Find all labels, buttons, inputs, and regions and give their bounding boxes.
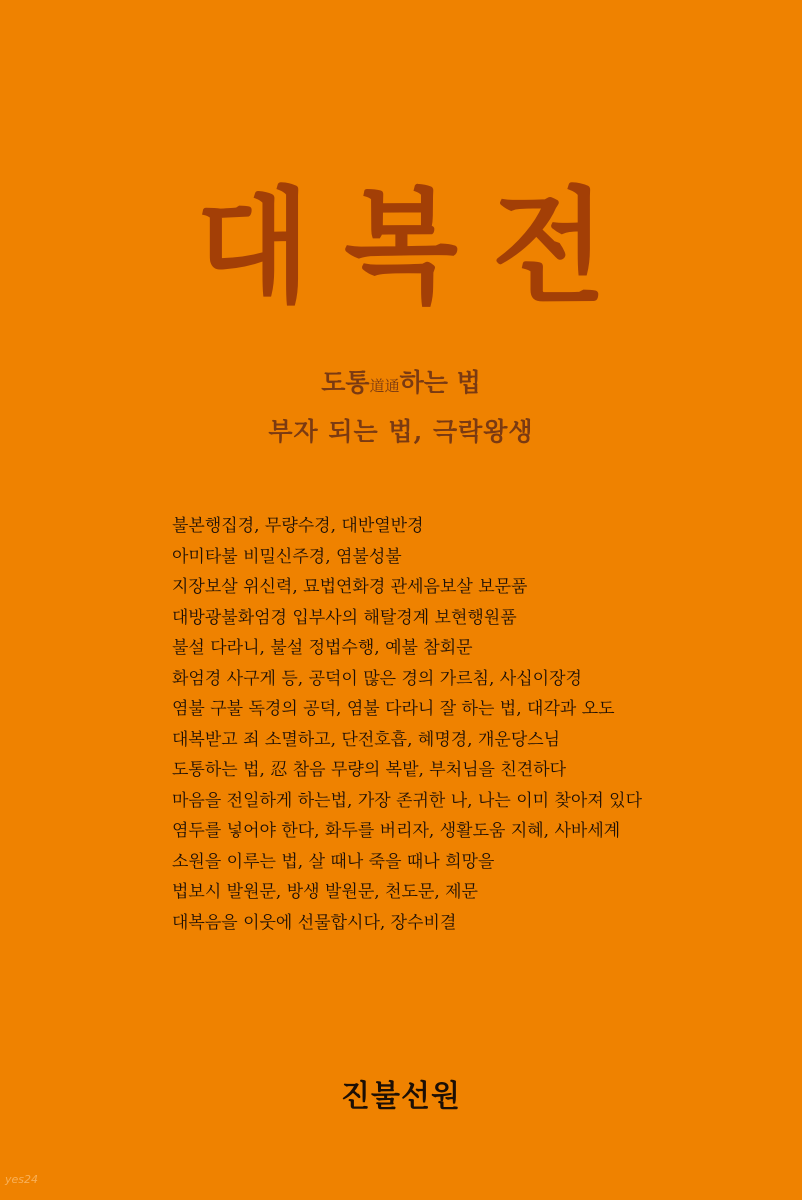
subtitle-line-2: 부자 되는 법, 극락왕생 bbox=[268, 417, 534, 446]
list-item: 불본행집경, 무량수경, 대반열반경 bbox=[172, 516, 424, 536]
list-item: 염두를 넣어야 한다, 화두를 버리자, 생활도움 지혜, 사바세계 bbox=[172, 821, 621, 841]
publisher-name: 진불선원 bbox=[341, 1079, 461, 1114]
subtitle-suffix: 하는 법 bbox=[399, 368, 481, 397]
list-item: 지장보살 위신력, 묘법연화경 관세음보살 보문품 bbox=[172, 577, 528, 597]
list-item: 마음을 전일하게 하는법, 가장 존귀한 나, 나는 이미 찾아져 있다 bbox=[172, 790, 642, 811]
list-item: 법보시 발원문, 방생 발원문, 천도문, 제문 bbox=[172, 882, 478, 902]
list-item: 염불 구불 독경의 공덕, 염불 다라니 잘 하는 법, 대각과 오도 bbox=[172, 699, 615, 719]
list-item: 도통하는 법, 忍 참음 무량의 복밭, 부처님을 친견하다 bbox=[172, 760, 567, 780]
subtitle-hanja: 道通 bbox=[369, 377, 400, 395]
list-item: 대방광불화엄경 입부사의 해탈경계 보현행원품 bbox=[172, 607, 517, 628]
contents-list bbox=[172, 518, 772, 945]
book-title: 대복전 bbox=[196, 174, 640, 320]
subtitle-line-1 bbox=[0, 370, 802, 395]
list-item: 불설 다라니, 불설 정법수행, 예불 참회문 bbox=[172, 638, 473, 658]
subtitle-prefix: 도통 bbox=[321, 368, 370, 397]
list-item: 대복받고 죄 소멸하고, 단전호흡, 혜명경, 개운당스님 bbox=[172, 729, 561, 750]
watermark: yes24 bbox=[5, 1173, 39, 1186]
list-item: 아미타불 비밀신주경, 염불성불 bbox=[172, 546, 402, 567]
list-item: 대복음을 이웃에 선물합시다, 장수비결 bbox=[172, 912, 457, 933]
list-item: 화엄경 사구게 등, 공덕이 많은 경의 가르침, 사십이장경 bbox=[172, 668, 582, 689]
list-item: 소원을 이루는 법, 살 때나 죽을 때나 희망을 bbox=[172, 851, 495, 872]
